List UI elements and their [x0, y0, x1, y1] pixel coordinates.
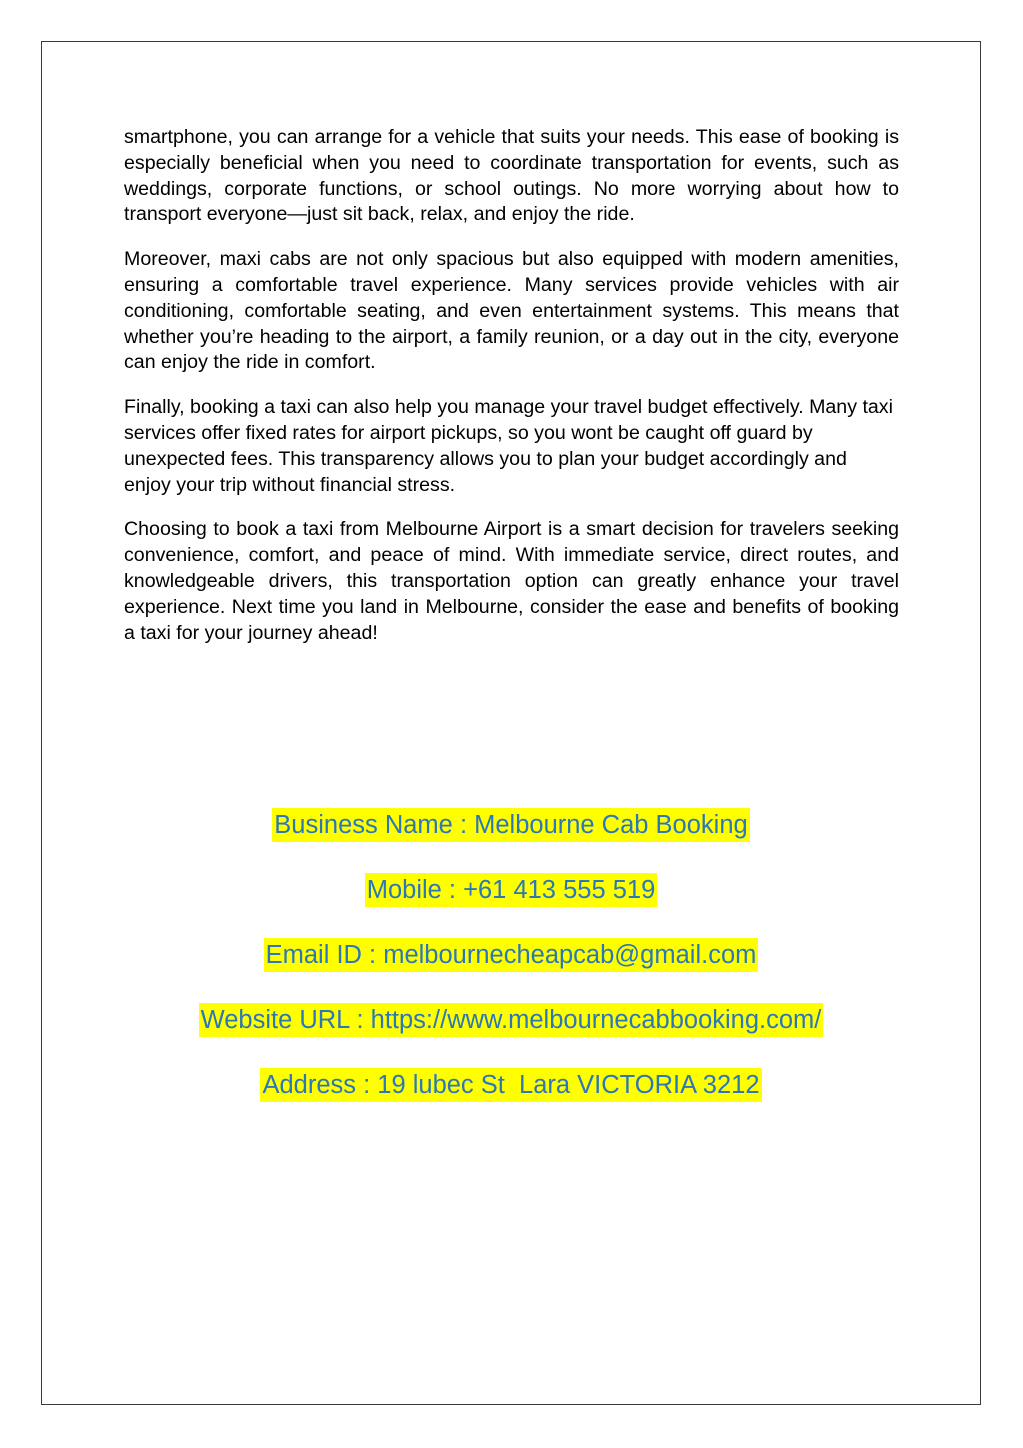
- website-line: [41, 1003, 981, 1068]
- article-body: [124, 125, 899, 665]
- paragraph-conclusion: Choosing to book a taxi from Melbourne Airport is a smart decision for travelers seeking convenience, comfort, and peace of mind. With immediate service, direct routes, and knowledgeable drivers, this transportation option can greatly enhance your travel experience. Next time you land in Melbourne, consider the ease and benefits of booking a taxi for your journey ahead!: [124, 518, 899, 644]
- mobile-number: Mobile : +61 413 555 519: [365, 873, 658, 907]
- contact-details: [41, 808, 981, 1133]
- website-url: Website URL : https://www.melbournecabbooking.com/: [199, 1003, 824, 1037]
- paragraph-budget: Finally, booking a taxi can also help you manage your travel budget effectively. Many taxi services offer fixed rates for airport pickups, so you wont be caught off guard by unexpected fees. This transparency allows you to plan your budget accordingly and enjoy your trip without financial stress.: [124, 396, 893, 496]
- street-address: Address : 19 lubec St Lara VICTORIA 3212: [260, 1068, 761, 1102]
- paragraph-amenities: Moreover, maxi cabs are not only spacious but also equipped with modern amenities, ensuring a comfortable travel experience. Many services provide vehicles with air conditioning, comfortable seating, and even entertainment systems. This means that whether you’re heading to the airport, a family reunion, or a day out in the city, everyone can enjoy the ride in comfort.: [124, 248, 899, 374]
- paragraph-booking-ease: smartphone, you can arrange for a vehicle that suits your needs. This ease of booking is especially beneficial when you need to coordinate transportation for events, such as weddings, corporate functions, or school outings. No more worrying about how to transport everyone—just sit back, relax, and enjoy the ride.: [124, 126, 899, 226]
- email-line: [41, 938, 981, 1003]
- mobile-line: [41, 873, 981, 938]
- address-line: [41, 1068, 981, 1133]
- business-name: Business Name : Melbourne Cab Booking: [272, 808, 749, 842]
- email-address: Email ID : melbournecheapcab@gmail.com: [264, 938, 759, 972]
- business-name-line: [41, 808, 981, 873]
